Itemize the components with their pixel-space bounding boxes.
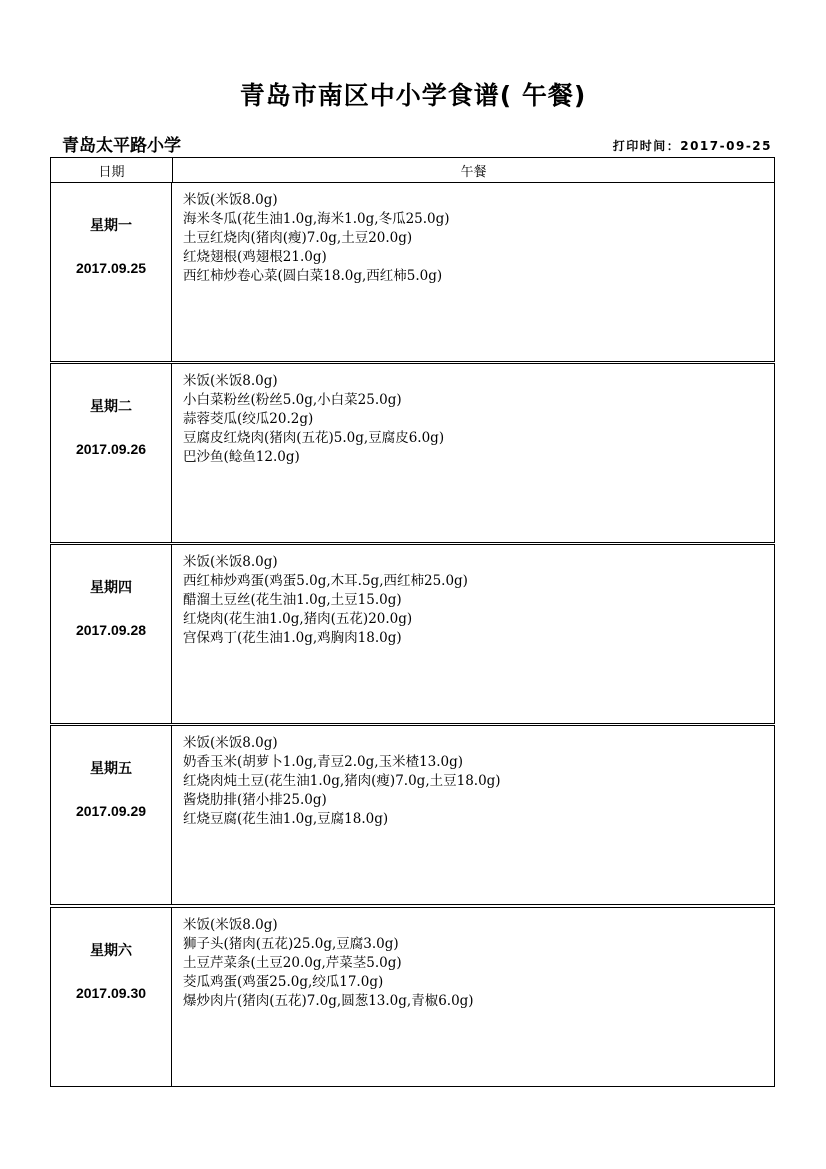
date-label: 2017.09.28: [75, 622, 147, 638]
weekday-label: 星期六: [90, 943, 132, 959]
menu-item: 小白菜粉丝(粉丝5.0g,小白菜25.0g): [183, 392, 402, 408]
table-header: [50, 157, 775, 183]
menu-item: 奶香玉米(胡萝卜1.0g,青豆2.0g,玉米楂13.0g): [183, 754, 464, 770]
weekday-label: 星期五: [90, 761, 132, 777]
menu-item: 红烧翅根(鸡翅根21.0g): [183, 249, 327, 265]
menu-item: 土豆芹菜条(土豆20.0g,芹菜茎5.0g): [183, 955, 402, 971]
menu-item: 宫保鸡丁(花生油1.0g,鸡胸肉18.0g): [183, 630, 402, 646]
menu-item: 红烧肉(花生油1.0g,猪肉(五花)20.0g): [183, 611, 413, 627]
menu-item: 醋溜土豆丝(花生油1.0g,土豆15.0g): [183, 592, 402, 608]
weekday-label: 星期二: [90, 399, 132, 415]
menu-item: 米饭(米饭8.0g): [183, 373, 278, 389]
date-label: 2017.09.30: [75, 985, 147, 1001]
menu-item: 爆炒肉片(猪肉(五花)7.0g,圆葱13.0g,青椒6.0g): [183, 993, 474, 1009]
day-block: [50, 363, 775, 543]
day-block: [50, 907, 775, 1087]
date-cell: [51, 908, 172, 1086]
date-label: 2017.09.25: [75, 260, 147, 276]
menu-item: 米饭(米饭8.0g): [183, 917, 278, 933]
weekday-label: 星期一: [90, 218, 132, 234]
menu-item: 西红柿炒鸡蛋(鸡蛋5.0g,木耳.5g,西红柿25.0g): [183, 573, 468, 589]
menu-item: 酱烧肋排(猪小排25.0g): [183, 792, 327, 808]
date-cell: [51, 545, 172, 723]
menu-item: 豆腐皮红烧肉(猪肉(五花)5.0g,豆腐皮6.0g): [183, 430, 445, 446]
menu-item: 狮子头(猪肉(五花)25.0g,豆腐3.0g): [183, 936, 399, 952]
menu-item: 米饭(米饭8.0g): [183, 554, 278, 570]
menu-item: 茭瓜鸡蛋(鸡蛋25.0g,绞瓜17.0g): [183, 974, 384, 990]
menu-cell: [172, 908, 774, 1086]
date-cell: [51, 364, 172, 542]
menu-cell: [172, 726, 774, 904]
date-cell: [51, 183, 172, 361]
date-cell: [51, 726, 172, 904]
page-title: 青岛市南区中小学食谱( 午餐): [239, 81, 587, 110]
print-time: 打印时间：2017-09-25: [612, 139, 772, 153]
menu-item: 巴沙鱼(鲶鱼12.0g): [183, 449, 300, 465]
weekday-label: 星期四: [90, 580, 132, 596]
day-block: [50, 182, 775, 362]
header-lunch: 午餐: [460, 164, 487, 180]
menu-item: 海米冬瓜(花生油1.0g,海米1.0g,冬瓜25.0g): [183, 211, 450, 227]
menu-item: 米饭(米饭8.0g): [183, 192, 278, 208]
menu-item: 红烧豆腐(花生油1.0g,豆腐18.0g): [183, 811, 389, 827]
school-name: 青岛太平路小学: [62, 136, 181, 156]
menu-item: 蒜蓉茭瓜(绞瓜20.2g): [183, 411, 314, 427]
day-block: [50, 725, 775, 905]
day-block: [50, 544, 775, 724]
header-date: 日期: [51, 158, 173, 182]
menu-cell: [172, 183, 774, 361]
date-label: 2017.09.29: [75, 803, 147, 819]
menu-item: 米饭(米饭8.0g): [183, 735, 278, 751]
menu-item: 土豆红烧肉(猪肉(瘦)7.0g,土豆20.0g): [183, 230, 413, 246]
menu-item: 西红柿炒卷心菜(圆白菜18.0g,西红柿5.0g): [183, 268, 443, 284]
date-label: 2017.09.26: [75, 441, 147, 457]
menu-cell: [172, 364, 774, 542]
menu-cell: [172, 545, 774, 723]
menu-item: 红烧肉炖土豆(花生油1.0g,猪肉(瘦)7.0g,土豆18.0g): [183, 773, 501, 789]
